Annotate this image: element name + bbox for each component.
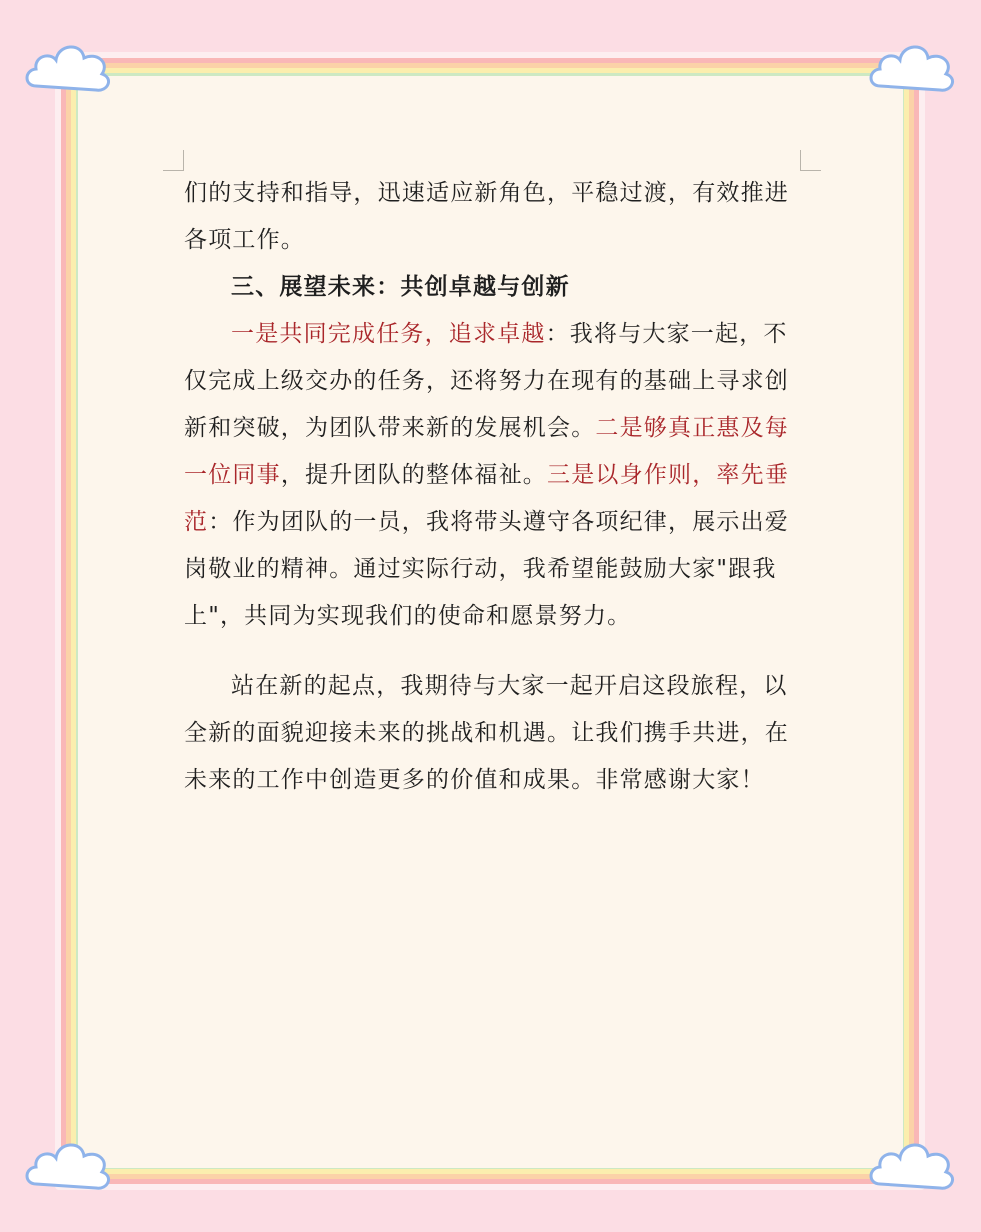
paragraph-text: ：作为团队的一员，我将带头遵守各项纪律，展示出爱岗敬业的精神。通过实际行动，我希望能鼓励大家"跟我上"，共同为实现我们的使命和愿景努力。 (184, 509, 790, 629)
cloud-icon (866, 1132, 958, 1194)
margin-corner-mark (163, 150, 184, 171)
margin-corner-mark (800, 150, 821, 171)
paragraph-text: ：我将与大家一起，不仅完成上级交办的任务，还将努力在现有的基础上寻求创新和突破，为团队带来新的发展机会。 (184, 321, 789, 441)
paragraph-text: ，提升团队的整体福祉。 (280, 462, 548, 488)
cloud-icon (22, 34, 114, 96)
paragraph-continuation: 们的支持和指导，迅速适应新角色，平稳过渡，有效推进各项工作。 (184, 180, 789, 253)
paragraph-closing: 站在新的起点，我期待与大家一起开启这段旅程，以全新的面貌迎接未来的挑战和机遇。让我们携手共进，在未来的工作中创造更多的价值和成果。非常感谢大家！ (184, 673, 789, 793)
highlight-goal-one: 一是共同完成任务，追求卓越 (231, 321, 546, 347)
highlight-goal-three: 三是以身作则，率先垂范 (184, 462, 790, 535)
section-heading: 三、展望未来：共创卓越与创新 (231, 274, 570, 300)
paragraph-goals (184, 311, 804, 640)
document-body (184, 170, 804, 804)
cloud-icon (22, 1132, 114, 1194)
paragraph-gap (184, 640, 804, 663)
cloud-icon (866, 34, 958, 96)
highlight-goal-two: 二是够真正惠及每一位同事 (184, 415, 790, 488)
